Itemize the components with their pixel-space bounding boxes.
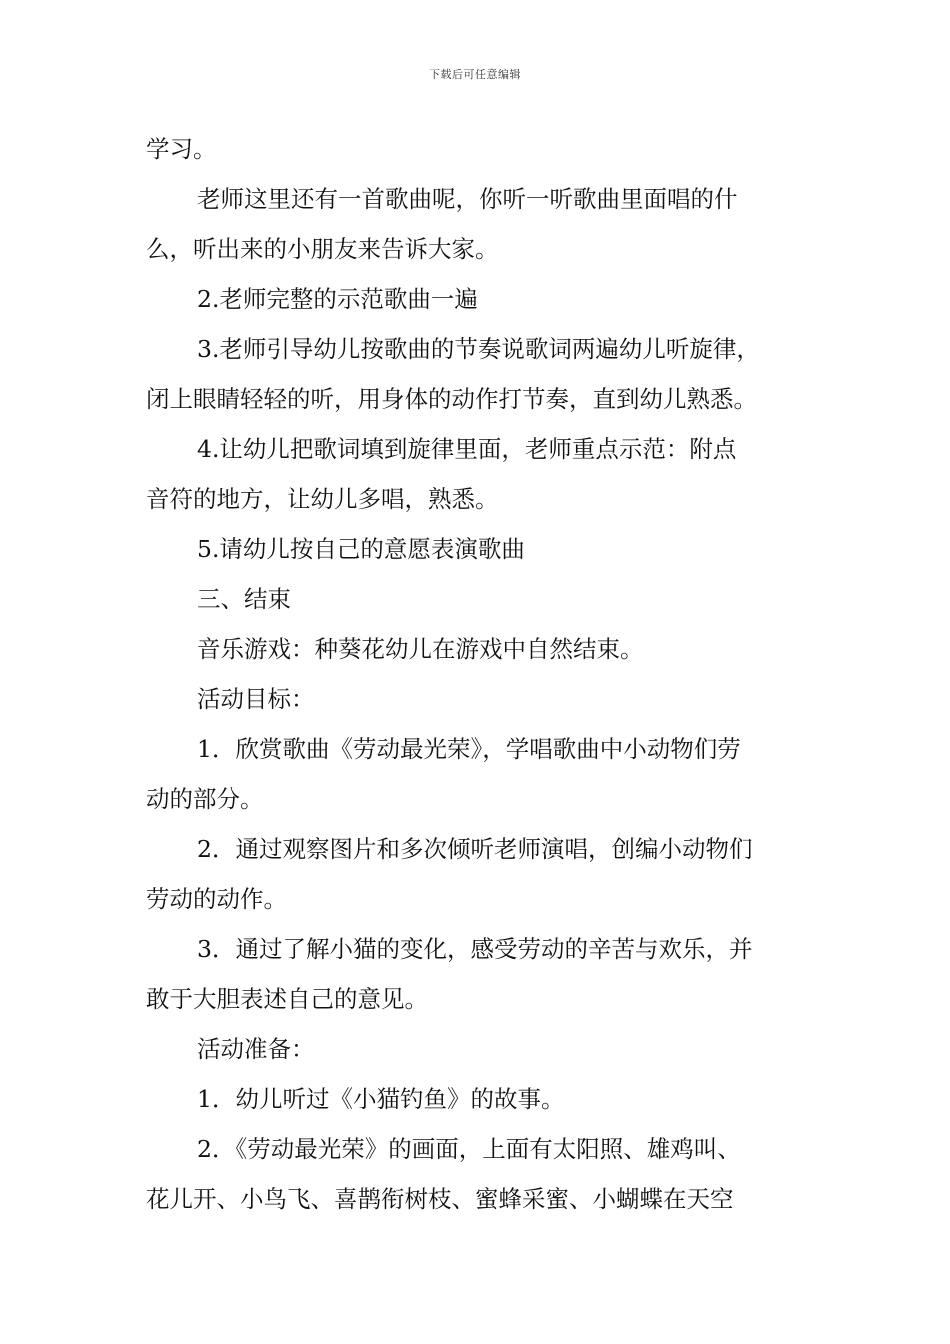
paragraph-line: 老师这里还有一首歌曲呢，你听一听歌曲里面唱的什: [197, 185, 738, 213]
paragraph-line: 么，听出来的小朋友来告诉大家。: [146, 235, 499, 263]
section-heading: 三、结束: [197, 585, 291, 613]
list-item: 2．通过观察图片和多次倾听老师演唱，创编小动物们: [197, 835, 753, 863]
paragraph-line: 劳动的动作。: [146, 885, 287, 913]
page-header: 下载后可任意编辑: [429, 68, 521, 81]
paragraph-line: 闭上眼睛轻轻的听，用身体的动作打节奏，直到幼儿熟悉。: [146, 385, 757, 413]
paragraph-line: 音符的地方，让幼儿多唱，熟悉。: [146, 485, 499, 513]
paragraph-line: 2.老师完整的示范歌曲一遍: [197, 285, 478, 313]
paragraph-line: 5.请幼儿按自己的意愿表演歌曲: [197, 535, 525, 563]
document-body: [146, 124, 810, 1224]
paragraph-line: 4.让幼儿把歌词填到旋律里面，老师重点示范：附点: [197, 435, 737, 463]
list-item: 1．欣赏歌曲《劳动最光荣》，学唱歌曲中小动物们劳: [197, 735, 741, 763]
paragraph-line: 3.老师引导幼儿按歌曲的节奏说歌词两遍幼儿听旋律，: [197, 335, 760, 363]
section-heading: 活动准备：: [197, 1035, 315, 1063]
paragraph-line: 音乐游戏：种葵花幼儿在游戏中自然结束。: [197, 635, 644, 663]
paragraph-line: 学习。: [146, 135, 217, 163]
list-item: 3．通过了解小猫的变化，感受劳动的辛苦与欢乐，并: [197, 935, 753, 963]
list-item: 1．幼儿听过《小猫钓鱼》的故事。: [197, 1085, 565, 1113]
paragraph-line: 动的部分。: [146, 785, 264, 813]
paragraph-line: 敢于大胆表述自己的意见。: [146, 985, 428, 1013]
section-heading: 活动目标：: [197, 685, 315, 713]
list-item: 2．《劳动最光荣》的画面，上面有太阳照、雄鸡叫、: [197, 1135, 741, 1163]
paragraph-line: 花儿开、小鸟飞、喜鹊衔树枝、蜜蜂采蜜、小蝴蝶在天空: [146, 1185, 734, 1213]
